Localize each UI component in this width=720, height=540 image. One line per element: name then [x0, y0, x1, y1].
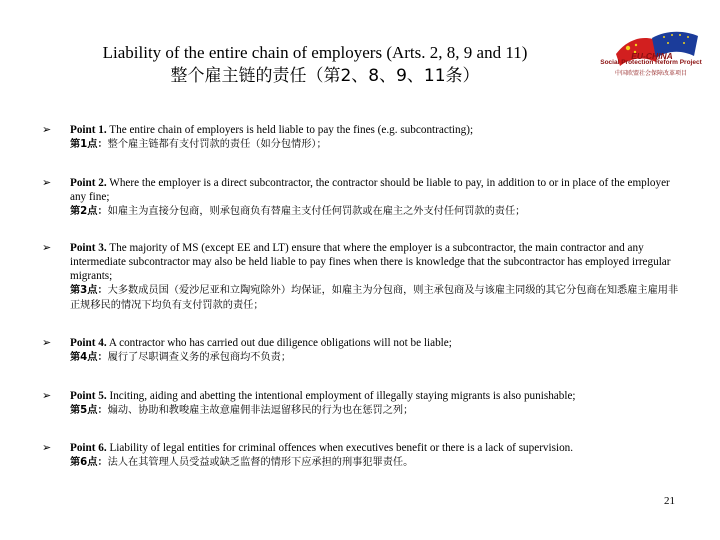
point-body-chinese: 煽动、协助和教唆雇主故意雇佣非法逗留移民的行为也在惩罚之列；	[107, 405, 414, 416]
logo-text: EU-CHINA	[631, 51, 673, 61]
point-text	[70, 389, 680, 418]
point-body: A contractor who has carried out due diligence obligations will not be liable;	[106, 337, 452, 349]
arrow-bullet-icon: ➢	[42, 389, 52, 402]
point-body: Liability of legal entities for criminal offences when executives benefit or there is a lack of supervision.	[106, 442, 574, 454]
point-label: Point 2.	[70, 177, 107, 189]
point-text	[70, 336, 680, 365]
point-body-chinese: 如雇主为直接分包商，则承包商负有替雇主支付任何罚款或在雇主之外支付任何罚款的责任；	[107, 206, 526, 217]
point-label-chinese: 第3点：	[70, 285, 108, 296]
point-body-chinese: 法人在其管理人员受益或缺乏监督的情形下应承担的刑事犯罪责任。	[107, 457, 414, 468]
point-text	[70, 441, 680, 470]
point-label-chinese: 第1点：	[70, 139, 108, 150]
page-number: 21	[664, 495, 675, 507]
point-text	[70, 123, 680, 152]
point-label: Point 6.	[70, 442, 107, 454]
point-label: Point 5.	[70, 390, 107, 402]
point-label-chinese: 第4点：	[70, 352, 108, 363]
logo-caption-chinese: 中国欧盟社会保障改革项目	[614, 70, 687, 77]
point-text	[70, 176, 680, 219]
point-label: Point 3.	[70, 242, 107, 254]
arrow-bullet-icon: ➢	[42, 123, 52, 136]
point-body: The entire chain of employers is held liable to pay the fines (e.g. subcontracting);	[106, 124, 474, 136]
point-label: Point 4.	[70, 337, 107, 349]
slide-title-chinese: 整个雇主链的责任（第2、8、9、11条）	[170, 66, 480, 86]
point-body-chinese: 大多数成员国（爱沙尼亚和立陶宛除外）均保证，如雇主为分包商，则主承包商及与该雇主同级的其它分包商在知悉雇主雇用非正规移民的情况下均负有支付罚款的责任；	[70, 285, 679, 311]
arrow-bullet-icon: ➢	[42, 336, 52, 349]
point-body-chinese: 履行了尽职调查义务的承包商均不负责；	[107, 352, 292, 363]
point-body-chinese: 整个雇主链都有支付罚款的责任（如分包情形）；	[107, 139, 327, 150]
point-label: Point 1.	[70, 124, 107, 136]
point-label-chinese: 第2点：	[70, 206, 108, 217]
point-body: The majority of MS (except EE and LT) ensure that where the employer is a subcontractor, the main contractor and any intermediate subcontractor may also be held liable to pay fines when there is knowledge that the subcontractor has employed irregular migrants;	[70, 242, 671, 282]
point-label-chinese: 第6点：	[70, 457, 108, 468]
point-body: Where the employer is a direct subcontractor, the contractor should be liable to pay, in addition to or in place of the employer any fine;	[70, 177, 670, 203]
point-text	[70, 241, 680, 313]
slide-title	[40, 42, 590, 88]
arrow-bullet-icon: ➢	[42, 441, 52, 454]
point-label-chinese: 第5点：	[70, 405, 108, 416]
slide-title-english: Liability of the entire chain of employers (Arts. 2, 8, 9 and 11)	[102, 43, 528, 62]
logo-caption: Social Protection Reform Project	[600, 59, 702, 66]
arrow-bullet-icon: ➢	[42, 176, 52, 189]
point-body: Inciting, aiding and abetting the intentional employment of illegally staying migrants is also punishable;	[106, 390, 576, 402]
arrow-bullet-icon: ➢	[42, 241, 52, 254]
